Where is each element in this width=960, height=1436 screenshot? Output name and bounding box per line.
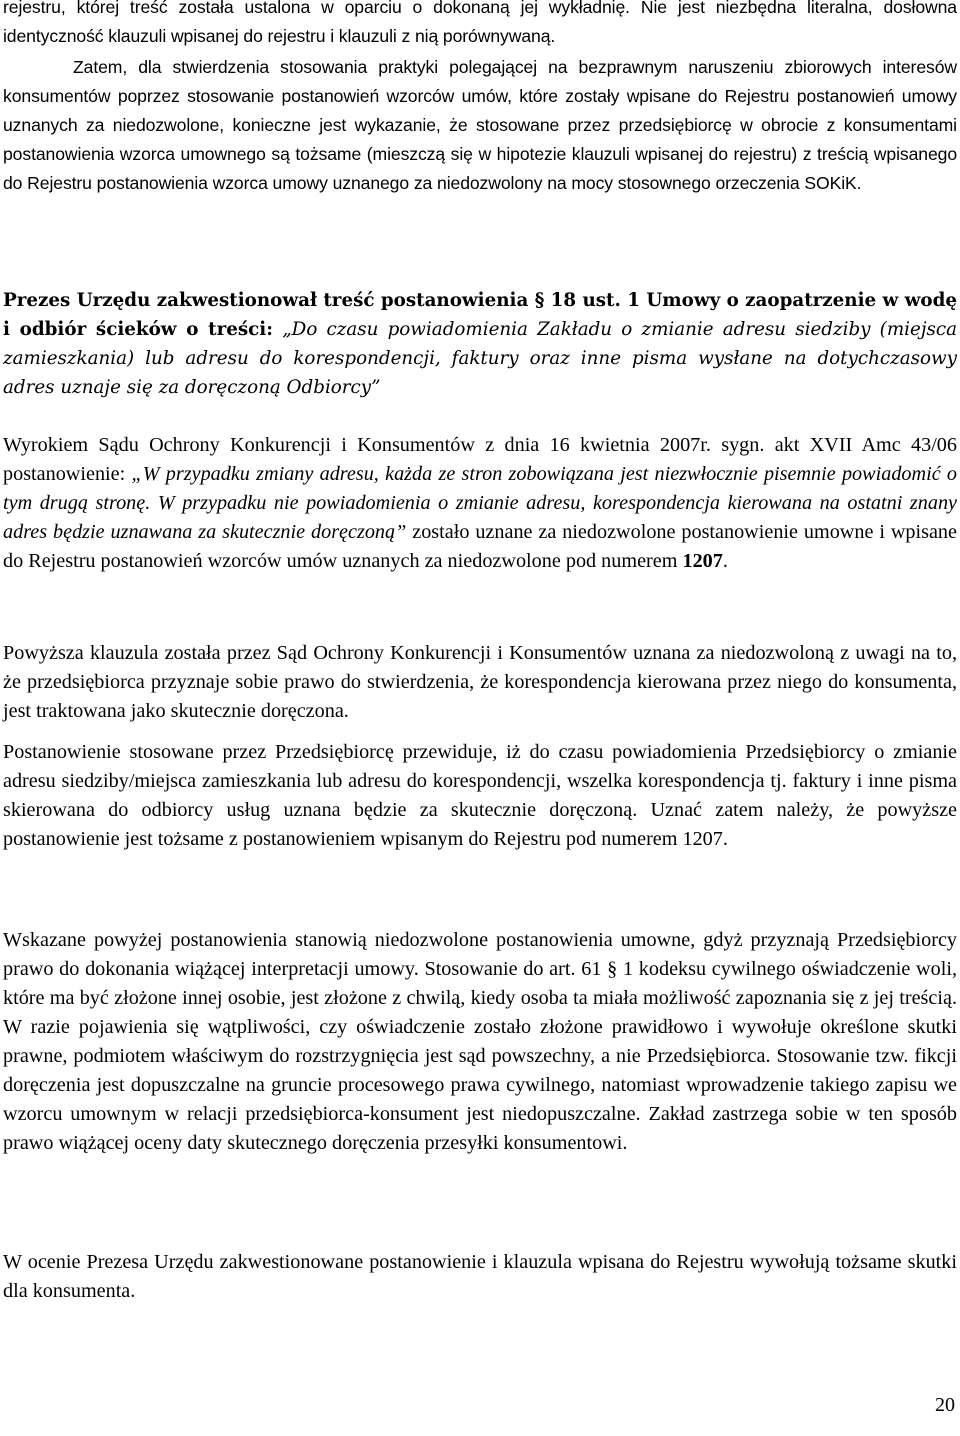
paragraph-prezes xyxy=(3,286,957,402)
paragraph-powyzsza xyxy=(3,639,957,726)
wyrok-text-1: Wyrokiem Sądu Ochrony Konkurencji i Konsumentów z dnia 16 kwietnia 2007r. sygn. akt XVII Amc 43/06 postanowienie: xyxy=(3,434,957,485)
intro-text: rejestru, której treść została ustalona w oparciu o dokonaną jej wykładnię. Nie jest niezbędna literalna, dosłowna identyczność klauzuli wpisanej do rejestru i klauzuli z nią porównywaną. xyxy=(3,0,957,46)
postanowienie-text: Postanowienie stosowane przez Przedsiębiorcę przewiduje, iż do czasu powiadomienia Przedsiębiorcy o zmianie adresu siedziby/miejsca zamieszkania lub adresu do korespondencji, wszelka korespondencja tj. faktury i inne pisma skierowana do odbiorcy usług uznana będzie za skutecznie doręczoną. Uznać zatem należy, że powyższe postanowienie jest tożsame z postanowieniem wpisanym do Rejestru pod numerem 1207. xyxy=(3,741,957,850)
wyrok-text-2: zostało uznane za niedozwolone postanowienie umowne i wpisane do Rejestru postanowień wzorców umów uznanych za niedozwolone pod numerem xyxy=(3,521,957,572)
register-number: 1207 xyxy=(682,550,723,572)
prezes-quote-text: „Do czasu powiadomienia Zakładu o zmianie adresu siedziby (miejsca zamieszkania) lub adresu do korespondencji, faktury oraz inne pisma wysłane na dotychczasowy adres uznaje się za doręczoną Odbiorcy” xyxy=(3,319,958,398)
wyrok-quote-text: „W przypadku zmiany adresu, każda ze stron zobowiązana jest niezwłocznie pisemnie powiadomić o tym drugą stronę. W przypadku nie powiadomienia o zmianie adresu, korespondencja kierowana na ostatni znany adres będzie uznawana za skutecznie doręczoną” xyxy=(3,463,958,543)
zatem-text: Zatem, dla stwierdzenia stosowania praktyki polegającej na bezprawnym naruszeniu zbiorowych interesów konsumentów poprzez stosowanie postanowień wzorców umów, które zostały wpisane do Rejestru postanowień umowy uznanych za niedozwolone, konieczne jest wykazanie, że stosowane przez przedsiębiorcę w obrocie z konsumentami postanowienia wzorca umownego są tożsame (mieszczą się w hipotezie klauzuli wpisanej do rejestru) z treścią wpisanego do Rejestru postanowienia wzorca umowy uznanego za niedozwolony na mocy stosownego orzeczenia SOKiK. xyxy=(3,57,957,193)
paragraph-wskazane xyxy=(3,926,957,1158)
powyzsza-text: Powyższa klauzula została przez Sąd Ochrony Konkurencji i Konsumentów uznana za niedozwoloną z uwagi na to, że przedsiębiorca przyznaje sobie prawo do stwierdzenia, że korespondencja kierowana przez niego do konsumenta, jest traktowana jako skutecznie doręczona. xyxy=(3,642,957,722)
wskazane-text: Wskazane powyżej postanowienia stanowią niedozwolone postanowienia umowne, gdyż przyznają Przedsiębiorcy prawo do dokonania wiążącej interpretacji umowy. Stosowanie do art. 61 § 1 kodeksu cywilnego oświadczenie woli, które ma być złożone innej osobie, jest złożone z chwilą, kiedy osoba ta miała możliwość zapoznania się z jej treścią. W razie pojawienia się wątpliwości, czy oświadczenie zostało złożone prawidłowo i wywołuje określone skutki prawne, podmiotem właściwym do rozstrzygnięcia jest sąd powszechny, a nie Przedsiębiorca. Stosowanie tzw. fikcji doręczenia jest dopuszczalne na gruncie procesowego prawa cywilnego, natomiast wprowadzenie takiego zapisu we wzorcu umownym w relacji przedsiębiorca-konsument jest niedopuszczalne. Zakład zastrzega sobie w ten sposób prawo wiążącej oceny daty skutecznego doręczenia przesyłki konsumentowi. xyxy=(3,929,957,1154)
page-number: 20 xyxy=(935,1394,955,1416)
prezes-bold-text: Prezes Urzędu zakwestionował treść postanowienia § 18 ust. 1 Umowy o zaopatrzenie w wodę i odbiór ścieków o treści: xyxy=(3,290,957,340)
paragraph-intro xyxy=(3,0,957,51)
paragraph-wyrok xyxy=(3,431,957,576)
wyrok-text-3: . xyxy=(722,550,728,572)
paragraph-ocenie xyxy=(3,1248,957,1306)
paragraph-postanowienie xyxy=(3,738,957,854)
ocenie-text: W ocenie Prezesa Urzędu zakwestionowane postanowienie i klauzula wpisana do Rejestru wywołują tożsame skutki dla konsumenta. xyxy=(3,1251,957,1302)
paragraph-zatem xyxy=(3,53,957,198)
